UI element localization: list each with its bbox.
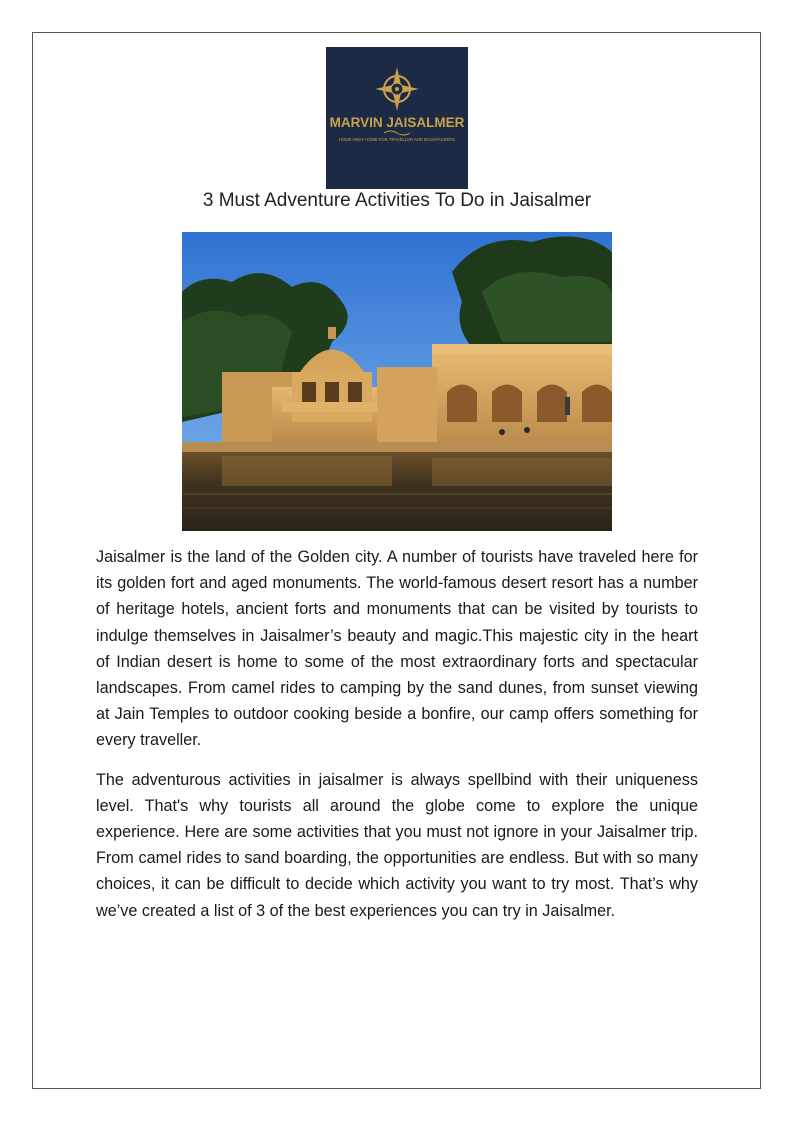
brand-logo: [326, 47, 468, 189]
logo-brand-text: MARVIN JAISALMER: [329, 115, 465, 130]
article-body: [96, 544, 698, 937]
paragraph-activities: The adventurous activities in jaisalmer is always spellbind with their uniqueness level. That's why tourists all around the globe come to explore the unique experience. Here are some activities that you must not ignore in your Jaisalmer trip. From camel rides to sand boarding, the opportunities are endless. But with so many choices, it can be difficult to decide which activity you want to try most. That’s why we’ve created a list of 3 of the best experiences you can try in Jaisalmer.: [96, 770, 698, 920]
jaisalmer-lake-photo: [182, 232, 612, 531]
paragraph-intro: Jaisalmer is the land of the Golden city. A number of tourists have traveled here for its golden fort and aged monuments. The world-famous desert resort has a number of heritage hotels, ancient forts and monuments that can be visited by tourists to indulge themselves in Jaisalmer’s beauty and magic.This majestic city in the heart of Indian desert is home to some of the most extraordinary forts and spectacular landscapes. From camel rides to camping by the sand dunes, from sunset viewing at Jain Temples to outdoor cooking beside a bonfire, our camp offers something for every traveller.: [96, 548, 698, 750]
page-title: 3 Must Adventure Activities To Do in Jaisalmer: [202, 190, 592, 211]
logo-tagline-text: HOME AWAY HOME FOR TRAVELLER AND BACKPACKERS: [338, 137, 456, 142]
